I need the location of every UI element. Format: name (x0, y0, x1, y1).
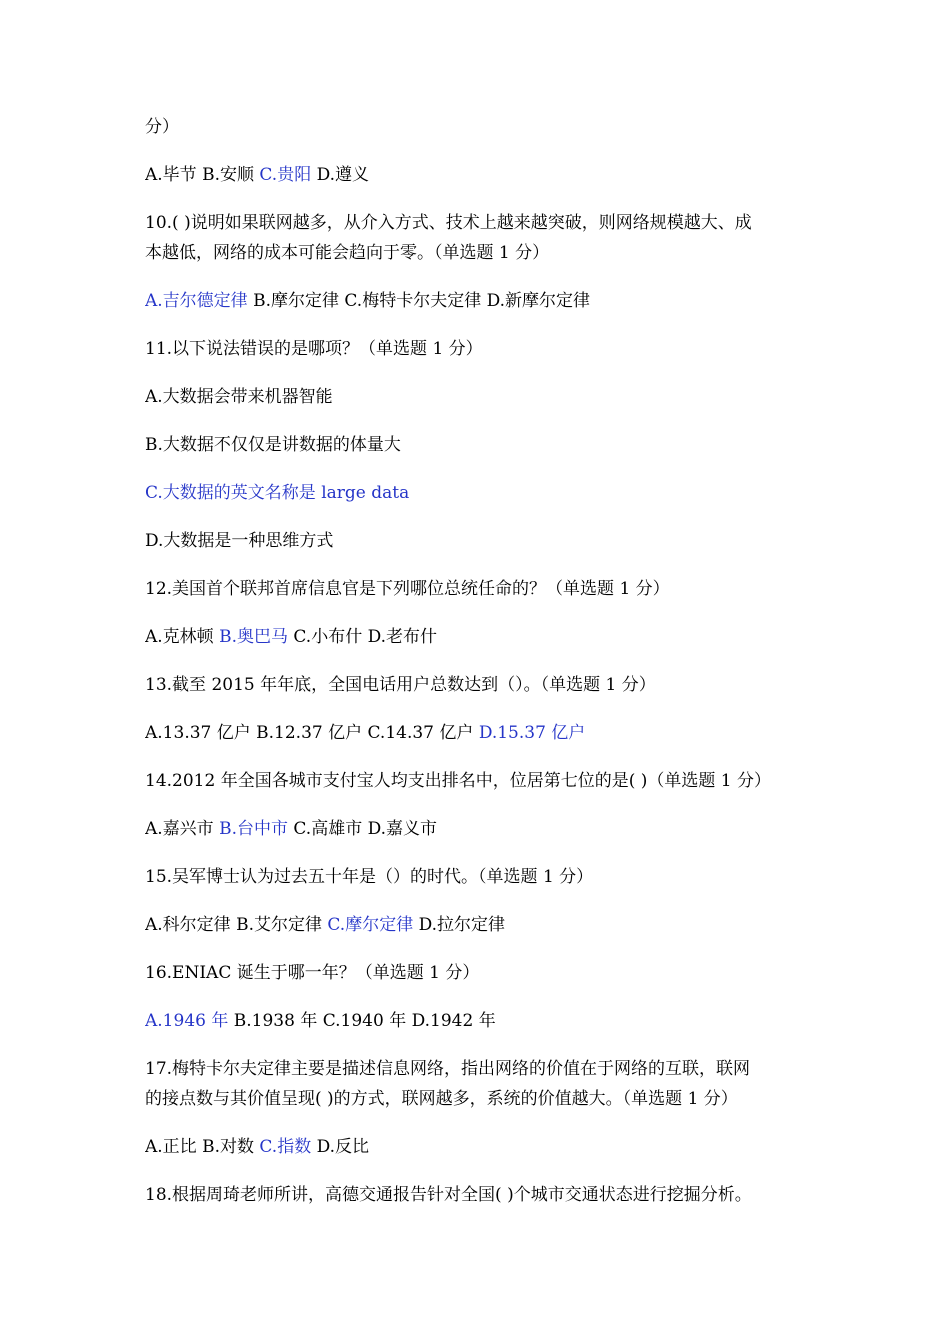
document-page (145, 112, 815, 1210)
text-segment: B.1938 年 C.1940 年 D.1942 年 (228, 1011, 496, 1031)
text-segment: B.大数据不仅仅是讲数据的体量大 (145, 435, 401, 455)
text-segment: 15.吴军博士认为过去五十年是（）的时代。（单选题 1 分） (145, 867, 594, 887)
text-segment: A.嘉兴市 (145, 819, 220, 839)
correct-answer: A.吉尔德定律 (145, 291, 248, 311)
text-line (145, 112, 815, 142)
text-segment: A.大数据会带来机器智能 (145, 387, 333, 407)
text-segment: 的接点数与其价值呈现( )的方式，联网越多，系统的价值越大。（单选题 1 分） (145, 1089, 738, 1109)
text-segment: 18.根据周琦老师所讲，高德交通报告针对全国( )个城市交通状态进行挖掘分析。 (145, 1185, 752, 1205)
question-line (145, 334, 815, 364)
question-line (145, 766, 815, 796)
text-segment: 14.2012 年全国各城市支付宝人均支出排名中，位居第七位的是( )（单选题 1 分） (145, 771, 771, 791)
correct-answer: C.大数据的英文名称是 large data (145, 483, 410, 503)
correct-answer: C.摩尔定律 (327, 915, 414, 935)
correct-answer: C.贵阳 (259, 165, 312, 185)
text-segment: A.克林顿 (145, 627, 220, 647)
correct-answer: A.1946 年 (145, 1011, 229, 1031)
option-line (145, 622, 815, 652)
text-segment: 12.美国首个联邦首席信息官是下列哪位总统任命的？（单选题 1 分） (145, 579, 670, 599)
text-segment: A.毕节 B.安顺 (145, 165, 260, 185)
correct-answer: B.奥巴马 (219, 627, 288, 647)
correct-answer: C.指数 (259, 1137, 312, 1157)
option-line (145, 430, 815, 460)
text-segment: D.拉尔定律 (413, 915, 506, 935)
text-segment: D.反比 (311, 1137, 370, 1157)
question-line (145, 862, 815, 892)
text-segment: B.摩尔定律 C.梅特卡尔夫定律 D.新摩尔定律 (247, 291, 591, 311)
option-line (145, 478, 815, 508)
correct-answer: B.台中市 (219, 819, 288, 839)
text-segment: 16.ENIAC 诞生于哪一年？（单选题 1 分） (145, 963, 480, 983)
option-line (145, 814, 815, 844)
text-segment: 本越低，网络的成本可能会趋向于零。（单选题 1 分） (145, 243, 550, 263)
text-segment: A.正比 B.对数 (145, 1137, 260, 1157)
text-segment: D.遵义 (311, 165, 370, 185)
text-segment: 13.截至 2015 年年底，全国电话用户总数达到（）。（单选题 1 分） (145, 675, 656, 695)
question-line (145, 1054, 815, 1084)
text-segment: D.大数据是一种思维方式 (145, 531, 334, 551)
text-segment: A.科尔定律 B.艾尔定律 (145, 915, 328, 935)
question-line (145, 670, 815, 700)
option-line (145, 160, 815, 190)
text-segment: 10.( )说明如果联网越多，从介入方式、技术上越来越突破，则网络规模越大、成 (145, 213, 752, 233)
option-line (145, 526, 815, 556)
question-line (145, 574, 815, 604)
option-line (145, 382, 815, 412)
option-line (145, 1006, 815, 1036)
option-line (145, 718, 815, 748)
text-segment: C.小布什 D.老布什 (288, 627, 438, 647)
option-line (145, 1132, 815, 1162)
text-segment: 分） (145, 117, 179, 137)
correct-answer: D.15.37 亿户 (478, 723, 586, 743)
question-line (145, 208, 815, 238)
text-segment: 17.梅特卡尔夫定律主要是描述信息网络，指出网络的价值在于网络的互联，联网 (145, 1059, 751, 1079)
option-line (145, 286, 815, 316)
option-line (145, 910, 815, 940)
question-line (145, 1084, 815, 1114)
question-line (145, 958, 815, 988)
question-line (145, 238, 815, 268)
text-segment: A.13.37 亿户 B.12.37 亿户 C.14.37 亿户 (145, 723, 479, 743)
text-segment: C.高雄市 D.嘉义市 (288, 819, 438, 839)
text-segment: 11.以下说法错误的是哪项？（单选题 1 分） (145, 339, 483, 359)
question-line (145, 1180, 815, 1210)
